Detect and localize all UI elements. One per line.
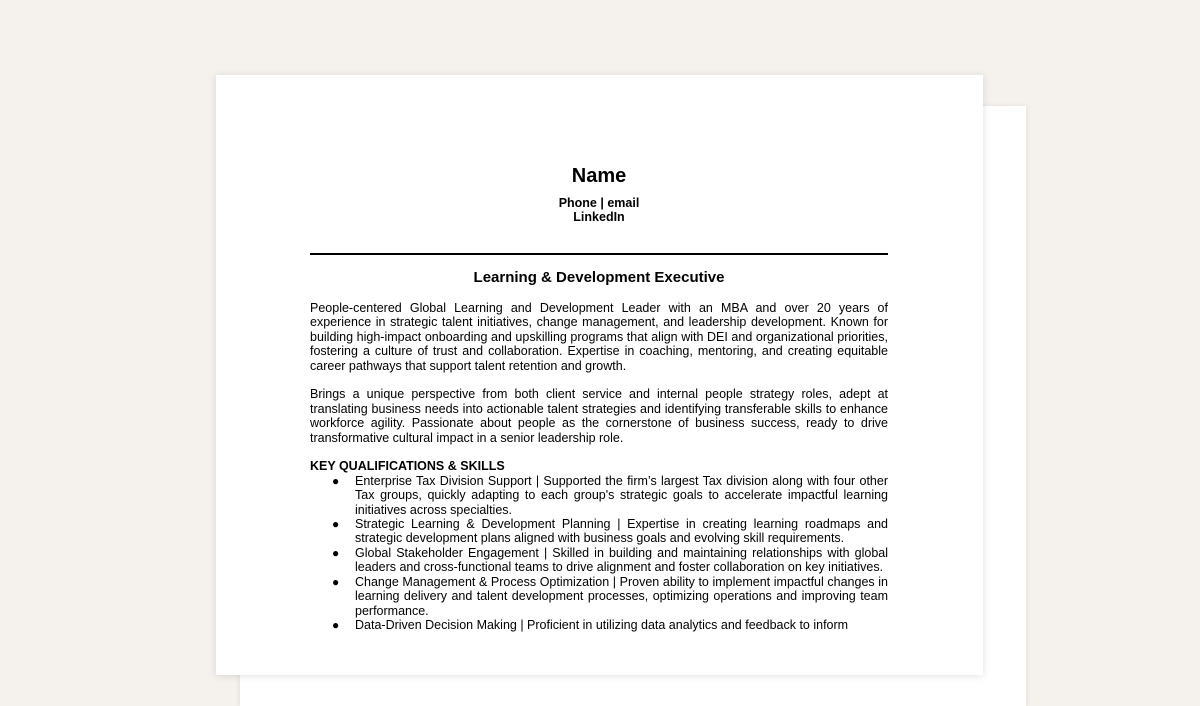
bullet-icon: ●: [332, 517, 340, 532]
skills-list: [310, 474, 888, 632]
summary-paragraph-2: Brings a unique perspective from both client service and internal people strategy roles, adept at translating business needs into actionable talent strategies and identifying transferable skills to enhance workforce agility. Passionate about people as the cornerstone of business success, ready to drive transformative cultural impact in a senior leadership role.: [310, 387, 888, 445]
skill-item: [310, 517, 888, 546]
skill-item: [310, 575, 888, 618]
skill-text: Enterprise Tax Division Support | Supported the firm’s largest Tax division along with four other Tax groups, quickly adapting to each group's strategic goals to accelerate impactful learning initiatives across specialties.: [355, 473, 888, 517]
skills-heading: KEY QUALIFICATIONS & SKILLS: [310, 459, 505, 474]
bullet-icon: ●: [332, 545, 340, 560]
resume-name: Name: [571, 165, 627, 187]
skill-item: [310, 618, 888, 632]
skill-item: [310, 546, 888, 575]
resume-page: [216, 75, 983, 675]
bullet-icon: ●: [332, 617, 340, 632]
contact-phone-email: Phone | email: [558, 196, 640, 210]
skill-text: Change Management & Process Optimization | Proven ability to implement impactful changes in learning delivery and talent development processes, optimizing operations and improving team performance.: [355, 574, 888, 618]
header-divider: [310, 253, 888, 255]
bullet-icon: ●: [332, 473, 340, 488]
skill-text: Data-Driven Decision Making | Proficient in utilizing data analytics and feedback to inform: [355, 617, 849, 632]
skill-text: Strategic Learning & Development Planning | Expertise in creating learning roadmaps and strategic development plans aligned with business goals and evolving skill requirements.: [355, 517, 888, 546]
summary-paragraph-1: People-centered Global Learning and Development Leader with an MBA and over 20 years of experience in strategic talent initiatives, change management, and leadership development. Known for building high-impact onboarding and upskilling programs that align with DEI and organizational priorities, fostering a culture of trust and collaboration. Expertise in coaching, mentoring, and creating equitable career pathways that support talent retention and growth.: [310, 301, 888, 373]
contact-linkedin: LinkedIn: [573, 210, 625, 224]
skill-item: [310, 474, 888, 517]
resume-document: [310, 163, 888, 632]
bullet-icon: ●: [332, 574, 340, 589]
skill-text: Global Stakeholder Engagement | Skilled in building and maintaining relationships with global leaders and cross-functional teams to drive alignment and foster collaboration on key initiatives.: [355, 545, 888, 575]
resume-title: Learning & Development Executive: [473, 269, 725, 286]
